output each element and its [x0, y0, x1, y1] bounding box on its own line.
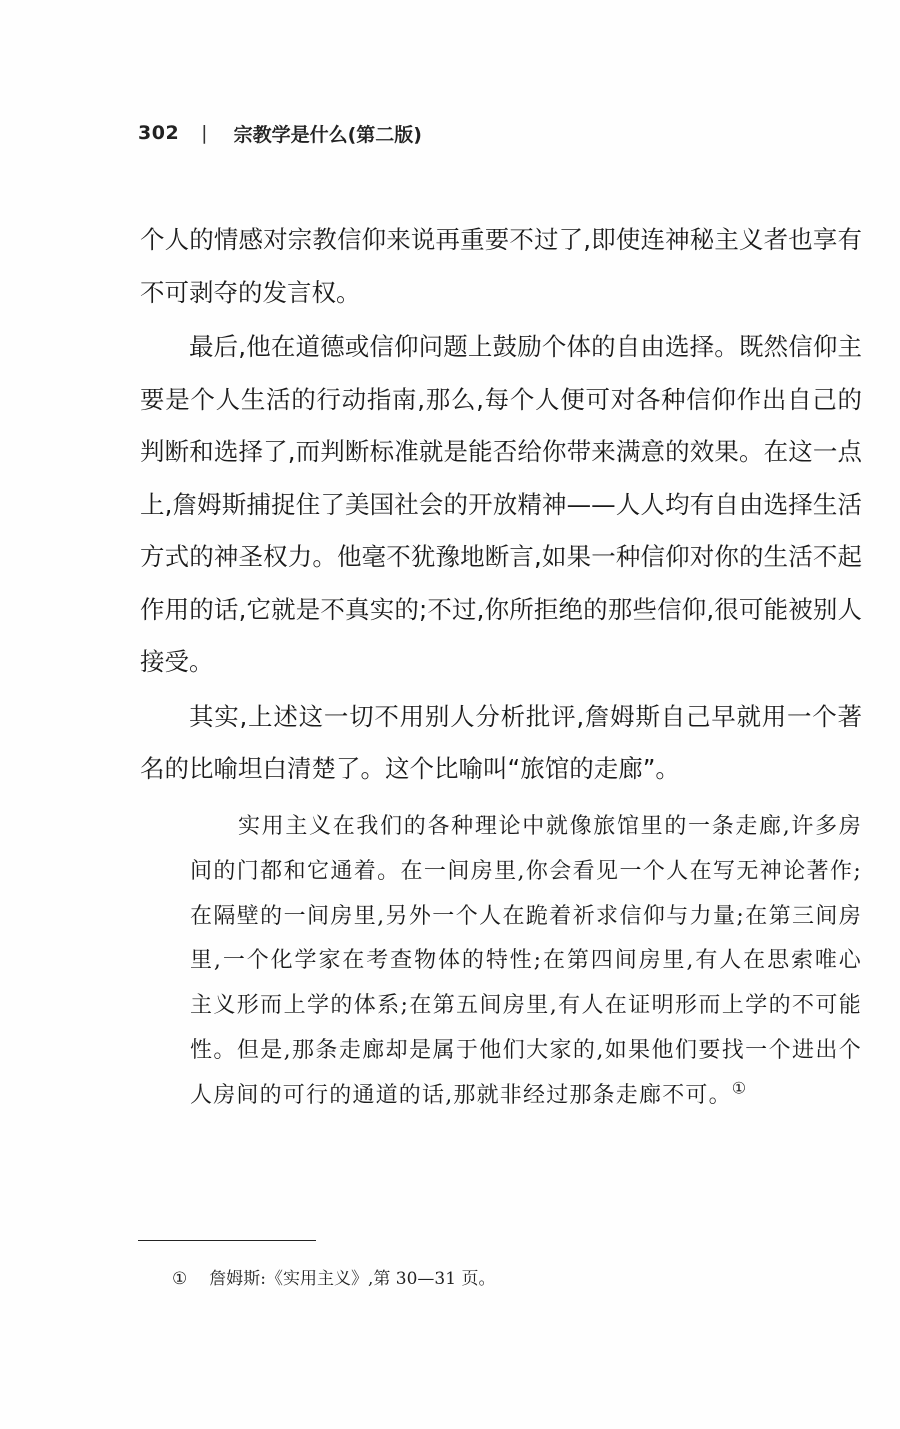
header-separator: | [201, 122, 208, 144]
quote-paragraph [190, 805, 862, 1119]
footnote [172, 1266, 495, 1292]
footnote-text: 詹姆斯:《实用主义》,第 30—31 页。 [209, 1269, 496, 1289]
main-text [140, 214, 862, 796]
quote-text: 实用主义在我们的各种理论中就像旅馆里的一条走廊,许多房间的门都和它通着。在一间房里,你会看见一个人在写无神论著作;在隔壁的一间房里,另外一个人在跪着祈求信仰与力量;在第三间房里,一个化学家在考查物体的特性;在第四间房里,有人在思索唯心主义形而上学的体系;在第五间房里,有人在证明形而上学的不可能性。但是,那条走廊却是属于他们大家的,如果他们要找一个进出个人房间的可行的通道的话,那就非经过那条走廊不可。 [190, 814, 862, 1108]
footnote-marker: ① [172, 1269, 188, 1289]
paragraph: 其实,上述这一切不用别人分析批评,詹姆斯自己早就用一个著名的比喻坦白清楚了。这个比喻叫“旅馆的走廊”。 [140, 701, 862, 783]
footnote-divider [138, 1240, 316, 1241]
book-title: 宗教学是什么(第二版) [233, 123, 422, 146]
footnote-reference: ① [731, 1078, 748, 1098]
paragraph: 最后,他在道德或信仰问题上鼓励个体的自由选择。既然信仰主要是个人生活的行动指南,那么,每个人便可对各种信仰作出自己的判断和选择了,而判断标准就是能否给你带来满意的效果。在这一点上,詹姆斯捕捉住了美国社会的开放精神——人人均有自由选择生活方式的神圣权力。他毫不犹豫地断言,如果一种信仰对你的生活不起作用的话,它就是不真实的;不过,你所拒绝的那些信仰,很可能被别人接受。 [140, 332, 862, 676]
block-quote [190, 805, 862, 1119]
running-header [138, 118, 422, 148]
page-number: 302 [138, 122, 180, 144]
paragraph: 个人的情感对宗教信仰来说再重要不过了,即使连神秘主义者也享有不可剥夺的发言权。 [140, 225, 862, 307]
